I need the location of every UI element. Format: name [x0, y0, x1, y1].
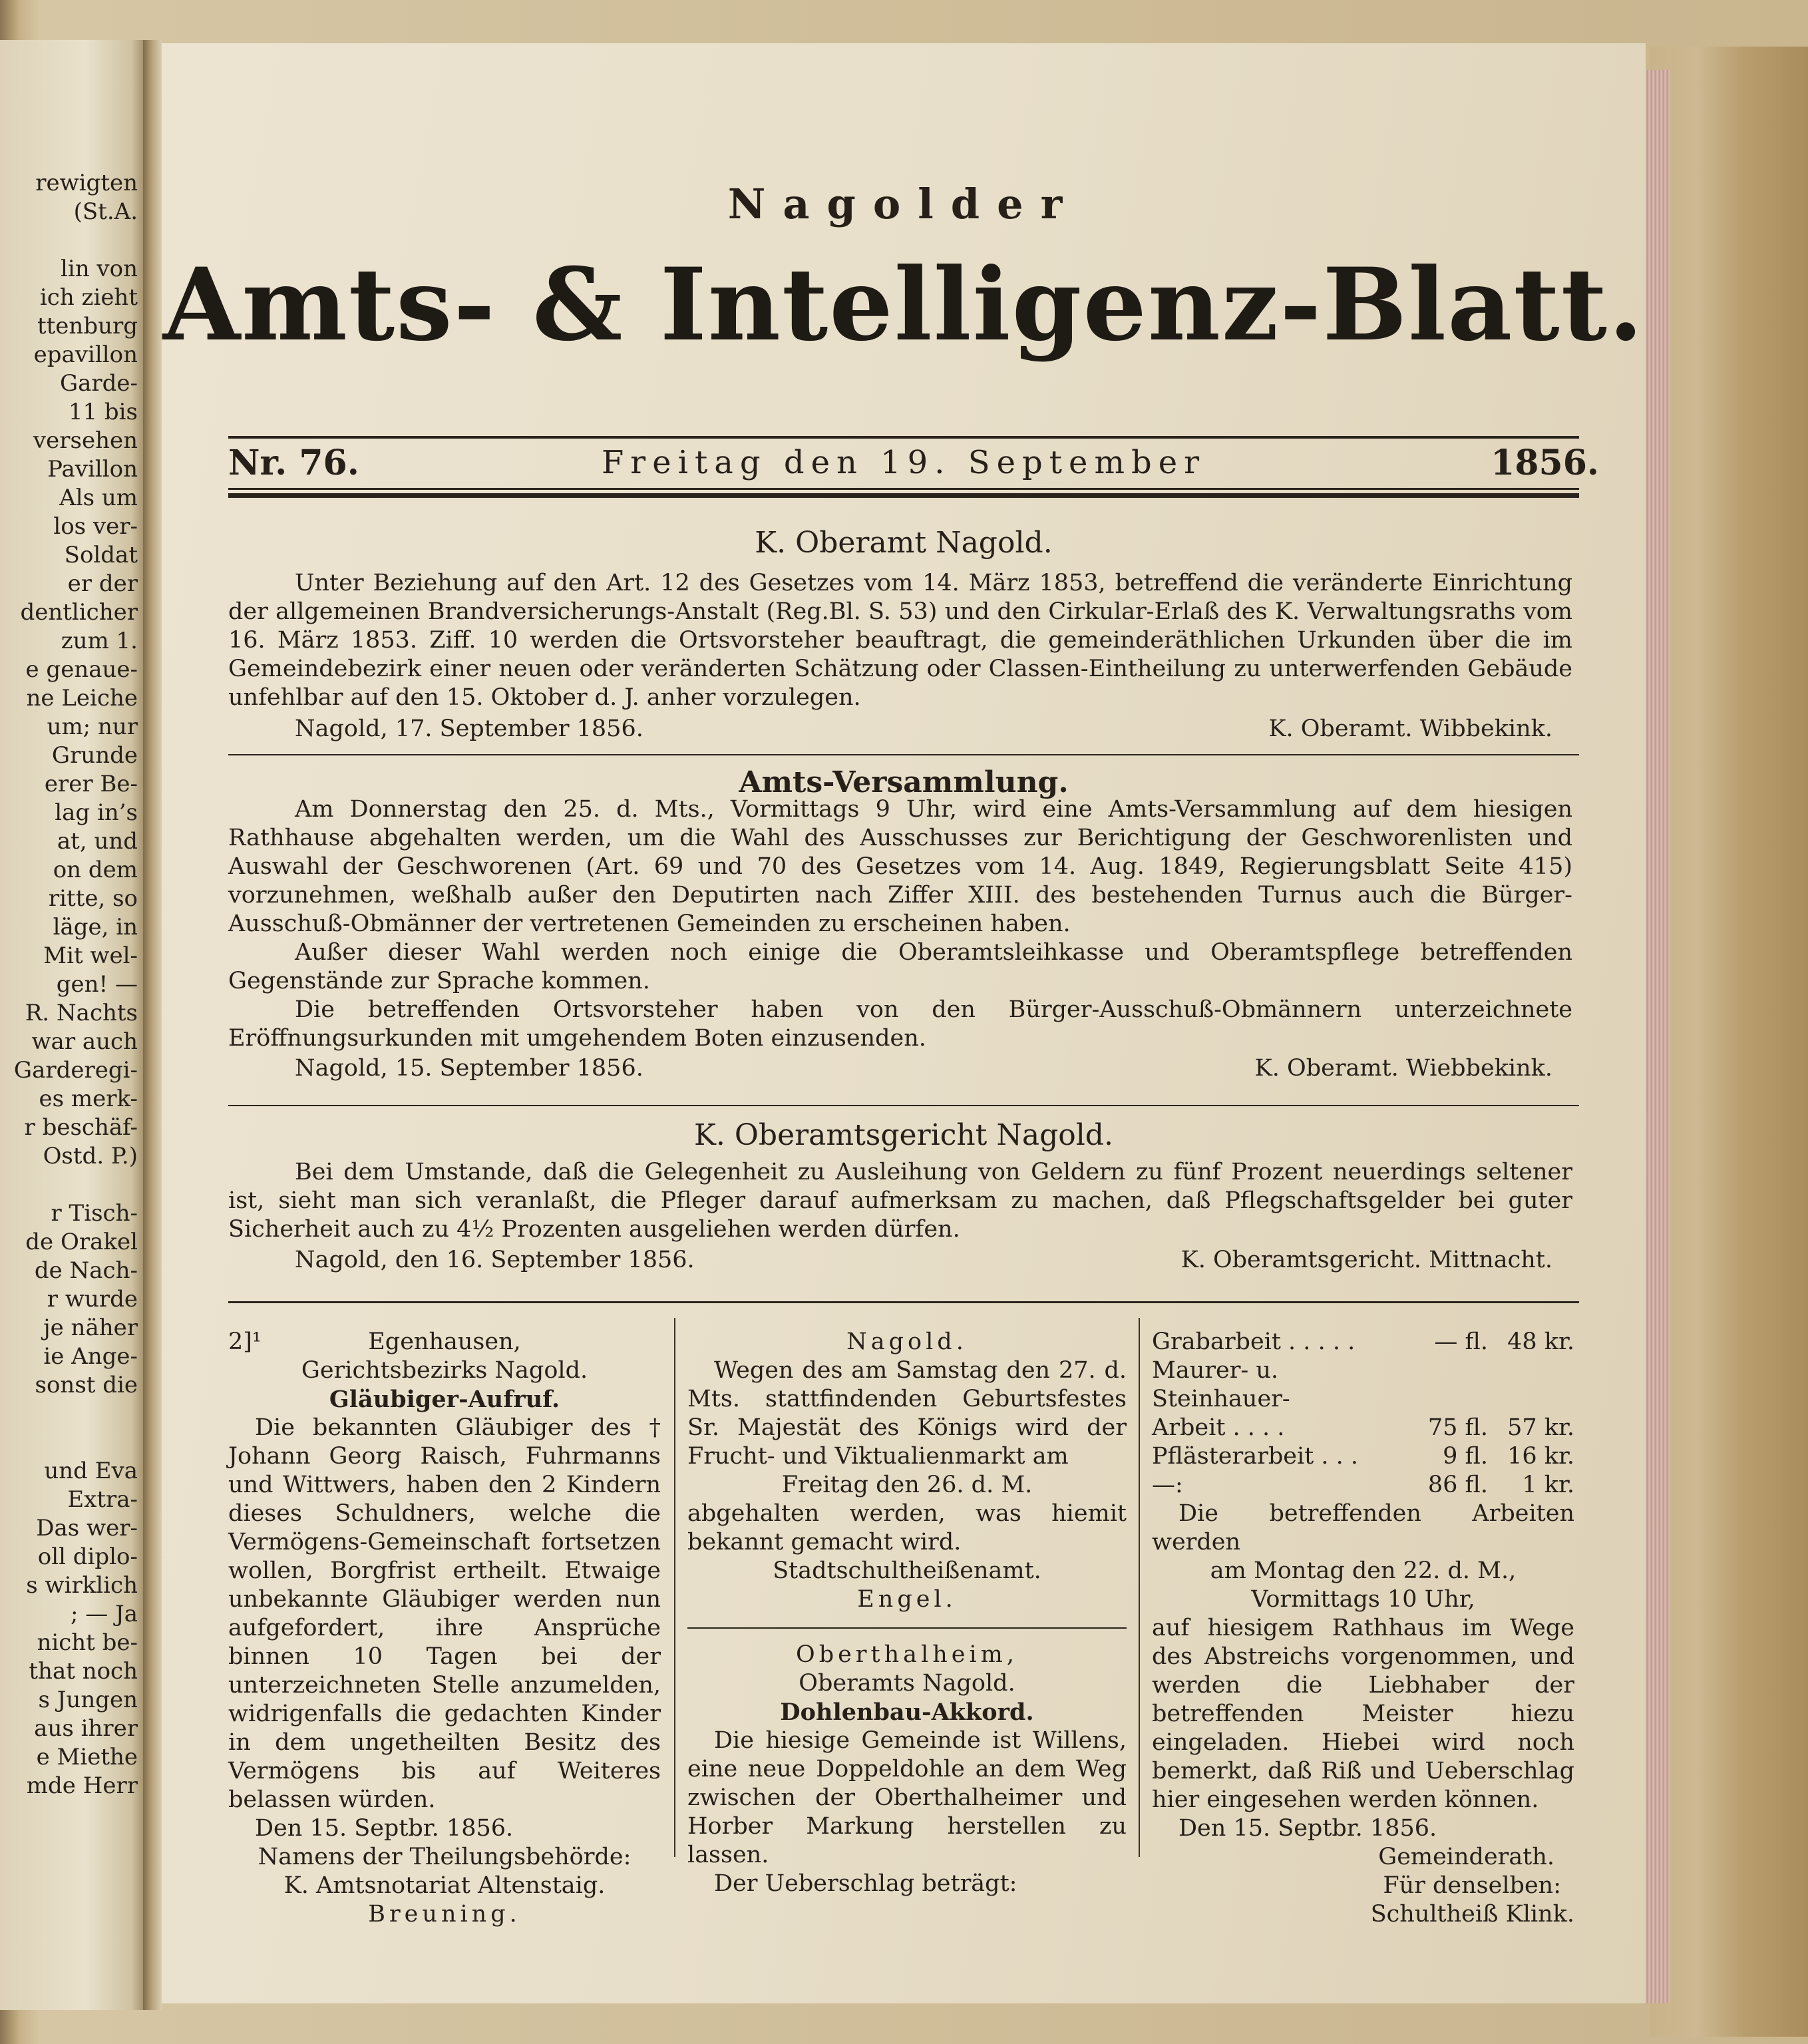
col1-sign2: K. Amtsnotariat Altenstaig.	[283, 1872, 606, 1899]
left-page-line: war auch	[31, 1028, 138, 1055]
left-page-line: e Miethe	[36, 1744, 138, 1770]
col3-center2: Vormittags 10 Uhr,	[1251, 1586, 1475, 1613]
left-page-line: Pavillon	[47, 456, 138, 483]
cost-label: Grabarbeit . . . . .	[1152, 1329, 1356, 1355]
left-page-line: mde Herr	[26, 1772, 138, 1799]
notice3-place-date: Nagold, den 16. September 1856.	[295, 1247, 695, 1273]
cost-kr: 48 kr.	[1507, 1329, 1574, 1355]
left-page-line: ne Leiche	[26, 685, 138, 712]
cost-row	[1152, 1442, 1574, 1471]
notice3-body	[228, 1158, 1572, 1244]
col2-body2: abgehalten werden, was hiemit bekannt gemacht wird.	[687, 1500, 1127, 1555]
col2-announcements	[687, 1328, 1127, 1898]
page-edges	[1644, 70, 1670, 2003]
notice3-heading: K. Oberamtsgericht Nagold.	[694, 1118, 1113, 1152]
left-page-line: erer Be-	[44, 771, 138, 797]
left-page-line: de Orakel	[25, 1229, 138, 1255]
cost-fl: 75 fl.	[1427, 1414, 1488, 1441]
col1-heading: Gläubiger-Aufruf.	[329, 1386, 560, 1413]
left-page-line: Garderegi-	[13, 1057, 138, 1084]
issue-number: Nr. 76.	[228, 443, 359, 483]
notice2-signrow	[228, 1055, 1572, 1084]
col2-district2: Oberamts Nagold.	[799, 1670, 1015, 1697]
left-page-line: Grunde	[51, 742, 138, 769]
left-page-line: oll diplo-	[37, 1543, 138, 1570]
cost-fl: 86 fl.	[1427, 1472, 1488, 1498]
newspaper-page	[162, 43, 1646, 2003]
left-page-line: läge, in	[53, 914, 138, 940]
cost-row	[1152, 1471, 1574, 1500]
left-page-line: that noch	[29, 1658, 138, 1685]
left-page-line: Als um	[59, 485, 138, 511]
notice1-text: Unter Beziehung auf den Art. 12 des Gesetzes vom 14. März 1853, betreffend die veränderte Einrichtung der allgemeinen Brandversicherungs-Anstalt (Reg.Bl. S. 53) und den Cirkular-Erlaß des K. Verwaltungsraths vom 16. März 1853. Ziff. 10 werden die Ortsvorsteher beauftragt, die gemeinderäthlichen Urkunden über die im Gemeindebezirk einer neuen oder veränderten Schätzung oder Classen-Eintheilung zu unterwerfenden Gebäude unfehlbar auf den 15. Oktober d. J. anher vorzulegen.	[228, 570, 1572, 711]
masthead-rule-mid	[228, 488, 1579, 490]
col1-district: Gerichtsbezirks Nagold.	[301, 1357, 588, 1384]
cost-row	[1152, 1414, 1574, 1442]
col1-body: Die bekannten Gläubiger des † Johann Georg Raisch, Fuhrmanns und Wittwers, haben den 2 Kindern dieses Schuldners, welche die Vermögens-Gemeinschaft fortsetzen wollen, Borgfrist ertheilt. Etwaige unbekannte Gläubiger werden nun aufgefordert, ihre Ansprüche binnen 10 Tagen bei der unterzeichneten Stelle anzumelden, widrigenfalls die gedachten Kinder in dem ungetheilten Besitz des Vermögens bis auf Weiteres belassen würden.	[228, 1414, 661, 1813]
left-page-line: versehen	[33, 427, 138, 454]
notice2-signature: K. Oberamt. Wiebbekink.	[1254, 1055, 1552, 1082]
left-page-line: dentlicher	[20, 599, 138, 626]
left-page-line: Das wer-	[36, 1515, 138, 1541]
left-page-line: ttenburg	[37, 313, 138, 339]
book-gutter	[143, 40, 162, 2010]
left-page-line: ich zieht	[39, 284, 138, 311]
notice2-p3: Die betreffenden Ortsvorsteher haben von den Bürger-Ausschuß-Obmännern unterzeichnete Eröffnungsurkunden mit umgehendem Boten einzusenden.	[228, 996, 1572, 1052]
col2-body: Wegen des am Samstag den 27. d. Mts. stattfindenden Geburtsfestes Sr. Majestät des Königs wird der Frucht- und Viktualienmarkt am	[687, 1357, 1127, 1470]
col1-sign3: Breuning.	[368, 1901, 521, 1928]
notice1-signature: K. Oberamt. Wibbekink.	[1268, 715, 1552, 742]
left-page-line: er der	[67, 570, 138, 597]
notice3-text: Bei dem Umstande, daß die Gelegenheit zu Ausleihung von Geldern zu fünf Prozent neuerdings seltener ist, sieht man sich veranlaßt, die Pfleger darauf aufmerksam zu machen, daß Pflegschaftsgelder bei guter Sicherheit auch zu 4½ Prozenten ausgeliehen werden dürfen.	[228, 1159, 1572, 1243]
left-page-line: epavillon	[33, 341, 138, 368]
left-page-line: r wurde	[47, 1286, 138, 1313]
col1-place: Egenhausen,	[368, 1329, 521, 1355]
cost-fl: — fl.	[1434, 1329, 1488, 1355]
left-page-line: 11 bis	[68, 399, 138, 425]
left-page-line: Mit wel-	[43, 942, 138, 969]
divider-1	[228, 754, 1579, 755]
cost-kr	[1488, 1356, 1574, 1414]
left-page-line: Soldat	[64, 542, 138, 568]
left-page-line: lin von	[60, 256, 138, 282]
notice3-signature: K. Oberamtsgericht. Mittnacht.	[1180, 1247, 1552, 1273]
notice2-p2: Außer dieser Wahl werden noch einige die Oberamtsleihkasse und Oberamtspflege betreffenden Gegenstände zur Sprache kommen.	[228, 939, 1572, 994]
masthead-place: Nagolder	[727, 180, 1080, 228]
col3-date: Den 15. Septbr. 1856.	[1178, 1815, 1437, 1842]
divider-3	[228, 1301, 1579, 1303]
left-page-line: nicht be-	[37, 1629, 138, 1656]
col1-sign1: Namens der Theilungsbehörde:	[258, 1844, 632, 1870]
left-page-line: e genaue-	[25, 656, 138, 683]
cost-fl: 9 fl.	[1443, 1443, 1488, 1470]
col3-sign2: Für denselben:	[1383, 1872, 1561, 1899]
col1-date: Den 15. Septbr. 1856.	[255, 1815, 514, 1842]
cost-label: Maurer- u. Steinhauer-	[1152, 1357, 1290, 1412]
masthead-title: Amts- & Intelligenz-Blatt.	[162, 246, 1645, 363]
notice1-body	[228, 569, 1572, 712]
left-page-line: ritte, so	[48, 885, 138, 912]
col2-place: Nagold.	[846, 1329, 968, 1355]
col3-sign3: Schultheiß Klink.	[1370, 1901, 1574, 1928]
col2-heading2: Dohlenbau-Akkord.	[780, 1699, 1034, 1726]
left-page-line: ; — Ja	[71, 1601, 138, 1627]
col2-body4: Der Ueberschlag beträgt:	[714, 1870, 1017, 1897]
left-page-line: um; nur	[47, 714, 138, 740]
left-page-line: s wirklich	[26, 1572, 138, 1599]
notice1-place-date: Nagold, 17. September 1856.	[295, 715, 643, 742]
left-page-line: gen! —	[56, 971, 138, 998]
column-separator-1	[674, 1318, 675, 1857]
cost-kr: 57 kr.	[1507, 1414, 1574, 1441]
notice1-signrow	[228, 715, 1572, 745]
col2-divider	[687, 1627, 1127, 1629]
column-separator-2	[1139, 1318, 1140, 1857]
left-page-line: Extra-	[67, 1486, 138, 1513]
cost-label: Arbeit . . . .	[1152, 1414, 1285, 1441]
col2-name: Engel.	[857, 1586, 957, 1613]
col2-office: Stadtschultheißenamt.	[773, 1557, 1041, 1584]
col1-mark: 2]¹	[228, 1329, 262, 1355]
col2-place2: Oberthalheim,	[796, 1641, 1018, 1668]
left-page-line: zum 1.	[61, 628, 138, 654]
notice2-heading: Amts-Versammlung.	[739, 765, 1069, 799]
divider-2	[228, 1105, 1579, 1106]
left-page-line: Garde-	[59, 370, 138, 397]
left-page-line: Ostd. P.)	[43, 1143, 138, 1169]
issue-year: 1856.	[1491, 443, 1599, 483]
left-page-line: sonst die	[35, 1372, 138, 1398]
left-page-line: es merk-	[39, 1086, 138, 1112]
notice2-body	[228, 795, 1572, 1053]
left-page-line: on dem	[53, 857, 138, 883]
left-page-line: und Eva	[44, 1458, 138, 1484]
cost-row	[1152, 1328, 1574, 1356]
cost-kr: 16 kr.	[1507, 1443, 1574, 1470]
left-page-line: r beschäf-	[24, 1114, 138, 1141]
left-page-line: (St.A.	[73, 198, 138, 225]
cost-label: Pflästerarbeit . . .	[1152, 1443, 1358, 1470]
cost-kr: 1 kr.	[1522, 1472, 1574, 1498]
issue-date: Freitag den 19. September	[601, 444, 1206, 481]
masthead-rule-top	[228, 436, 1579, 439]
left-page-line: je näher	[43, 1315, 138, 1341]
cost-fl	[1395, 1356, 1488, 1414]
masthead-rule-thick	[228, 493, 1579, 498]
left-page-line: s Jungen	[38, 1687, 138, 1713]
left-page-fragment	[0, 40, 143, 2010]
left-page-line: de Nach-	[34, 1257, 138, 1284]
col2-centerline: Freitag den 26. d. M.	[781, 1472, 1033, 1498]
col3-body1: Die betreffenden Arbeiten werden	[1152, 1500, 1574, 1555]
cost-row	[1152, 1356, 1574, 1414]
left-page-line: los ver-	[53, 513, 138, 540]
col3-announcement	[1152, 1328, 1574, 1929]
left-page-line: R. Nachts	[25, 1000, 138, 1026]
col1-announcement	[228, 1328, 661, 1929]
book-cover-board	[1650, 47, 1808, 2037]
col3-body2: auf hiesigem Rathhaus im Wege des Abstreichs vorgenommen, und werden die Liebhaber der betreffenden Meister hiezu eingeladen. Hiebei wird noch bemerkt, daß Riß und Ueberschlag hier eingesehen werden können.	[1152, 1615, 1574, 1813]
notice2-place-date: Nagold, 15. September 1856.	[295, 1055, 643, 1082]
left-page-line: aus ihrer	[34, 1715, 138, 1742]
notice2-p1: Am Donnerstag den 25. d. Mts., Vormittags 9 Uhr, wird eine Amts-Versammlung auf dem hiesigen Rathhause abgehalten werden, um die Wahl des Ausschusses zur Berichtigung der Geschworenlisten und Auswahl der Geschworenen (Art. 69 und 70 des Gesetzes vom 14. Aug. 1849, Regierungsblatt Seite 415) vorzunehmen, weßhalb außer den Deputirten nach Ziffer XIII. des bestehenden Turnus auch die Bürger-Ausschuß-Obmänner der vertretenen Gemeinden zu erscheinen haben.	[228, 796, 1572, 937]
cost-table	[1152, 1328, 1574, 1500]
left-page-line: lag in’s	[55, 799, 138, 826]
cost-label: —:	[1152, 1472, 1183, 1498]
notice3-signrow	[228, 1247, 1572, 1276]
col3-sign1: Gemeinderath.	[1378, 1844, 1554, 1870]
left-page-line: rewigten	[35, 170, 138, 196]
left-page-line: r Tisch-	[51, 1200, 138, 1227]
col3-center1: am Montag den 22. d. M.,	[1210, 1557, 1517, 1584]
notice1-heading: K. Oberamt Nagold.	[755, 526, 1053, 560]
left-page-line: ie Ange-	[43, 1343, 138, 1370]
left-page-line: at, und	[57, 828, 138, 855]
col2-body3: Die hiesige Gemeinde ist Willens, eine neue Doppeldohle an dem Weg zwischen der Oberthalheimer und Horber Markung herstellen zu lassen.	[687, 1727, 1127, 1868]
